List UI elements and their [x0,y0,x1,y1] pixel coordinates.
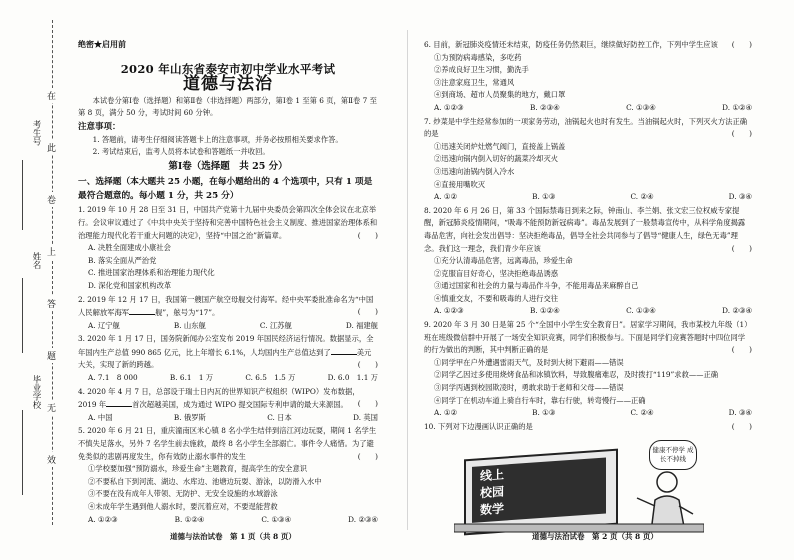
option: B. 6.1 1 万 [169,373,214,383]
answer-bracket: ( ) [357,399,378,409]
option: D. 英国 [353,412,378,422]
question-stem: 10. 下列对下边漫画认识正确的是 [424,421,533,431]
option: A. ①② [434,408,457,418]
option: D. 福建舰 [345,320,378,330]
answer-bracket: ( ) [731,40,752,49]
statement: ②克服盲目好奇心，坚决拒绝毒品诱惑 [434,268,559,278]
exam-intro: 本试卷分第Ⅰ卷（选择题）和第Ⅱ卷（非选择题）两部分，第Ⅰ卷 1 至第 6 页，第Ⅱ卷 7 至第 8 页，满分 50 分，考试时间 60 分钟。 [78,95,377,118]
subject-title: 道德与法治 [183,74,273,95]
margin-glyph: 在 [47,88,56,103]
secret-label: 绝密★启用前 [78,39,126,49]
option: C. 6.5 1.5 万 [245,373,296,383]
question-stem-tail: 舰”，舷号为“17”。 [155,308,220,318]
option-row [78,514,378,527]
statement: ①迅速关闭炉灶燃气阀门，直接盖上锅盖 [434,141,566,151]
margin-glyph: 上 [47,244,56,259]
statement: ②不要私自下到河流、湖边、水库边、池塘边玩耍、游泳，以防滑入水中 [88,476,322,486]
notice-item: 1. 答题前，请考生仔细阅读答题卡上的注意事项，并务必按照相关要求作答。 [92,134,343,144]
screen-text: 校园 [480,484,505,501]
question-stem: 6. 目前，新冠肺炎疫情还未结束，防疫任务仍然艰巨，继续做好防控工作，下列中学生应该 [424,40,718,49]
margin-glyph: 卷 [47,192,56,207]
question-stem: 2. 2019 年 12 月 17 日，我国第一艘国产航空母舰交付海军。经中央军委批准命名为“中国人民解放军海军 [78,294,374,318]
right-column [424,38,752,536]
statement: ①为预防病毒感染，多吃药 [434,52,522,62]
statement: ③不要在没有成年人带领、无防护、无安全设施的水域游泳 [88,489,278,499]
option: A. ①②③ [88,514,118,524]
exam-title: 2020 年山东省泰安市初中学业水平考试 [120,61,336,76]
answer-bracket: ( ) [731,129,752,139]
option-row [424,305,752,318]
notice-title: 注意事项： [78,121,121,132]
fill-blank [106,398,132,407]
option: C. 推进国家治理体系和治理能力现代化 [88,268,215,278]
option: B. ①②④ [174,514,205,524]
statement: ①充分认清毒品危害，远离毒品，珍爱生命 [434,256,573,266]
option: D. 深化党和国家机构改革 [88,280,172,290]
part1-title: 第Ⅰ卷（选择题 共 25 分） [168,160,288,172]
school-label: 毕业学校 [31,375,41,409]
option: B. 山东舰 [173,320,206,330]
statement: ③迅速向油锅内倒入冷水 [434,166,515,176]
option: B. ①③ [532,408,556,418]
statement: ④慎重交友，不要和吸毒的人进行交往 [434,293,559,303]
option: D. ③④ [728,408,752,418]
option-row [424,191,752,204]
fill-blank [129,306,155,315]
question-stem: 9. 2020 年 3 月 30 日是第 25 个“全国中小学生安全教育日”。居家学习期间，我市某校九年级（1）班在班级微信群中开展了一场安全知识竞赛，同学们积极参与。下面是同学们竞赛答题时中四位同学的行为做出的判断，其中判断正确的是 [424,320,752,355]
option: A. 决胜全面建成小康社会 [88,243,171,253]
statement: ④同学丁在机动车道上骑自行车时，靠右行驶，转弯慢行——正确 [434,395,646,405]
answer-bracket: ( ) [731,345,752,355]
statement: ③通过国家和社会的力量与毒品作斗争，不能用毒品来麻醉自己 [434,281,639,291]
option-row [424,102,752,115]
screen-text: 数学 [480,501,505,518]
question-7 [424,116,752,204]
question-2 [78,294,378,333]
question-stem-tail: 首次超越美国，成为通过 WIPO 提交国际专利申请的最大来源国。 [132,400,348,410]
answer-bracket: ( ) [731,421,752,431]
footer-right: 道德与法治试卷 第 2 页（共 8 页） [532,532,658,541]
name-line [22,278,23,353]
option: D. ③④ [728,192,752,202]
exam-no-label: 考生号 [31,120,41,146]
fill-blank [331,346,357,355]
question-stem: 8. 2020 年 6 月 26 日，第 33 个国际禁毒日到来之际，钟南山、李兰娟、张文宏三位权威专家提醒，新冠肺炎疫情期间，“吸毒不能预防新冠病毒”。毒品发展到了一般禁毒宣传中，从科学角度揭露毒品危害，向社会发出倡导：坚决拒绝毒品，倡导全社会共同参与了倡导“健康人生，绿色无毒”理念。我们这一理念，我们青少年应该 [424,205,746,253]
option: C. 江苏舰 [259,320,292,330]
left-column [78,38,378,526]
question-4 [78,386,378,425]
footer-left: 道德与法治试卷 第 1 页（共 8 页） [170,532,296,541]
question-stem: 5. 2020 年 6 月 21 日，重庆潼南区米心镇 8 名小学生结伴到涪江河边玩耍，期间 1 名学生不慎失足落水，另外 7 名学生前去施救，最终 8 名小学生全部溺亡。事件令人痛惜。为了避免类似的悲剧再度发生，你有效防止溺水事件的发生 [78,426,377,461]
option: A. ①② [434,192,457,202]
margin-glyph: 题 [47,348,56,363]
binding-margin [0,0,72,560]
speech-bubble: 健康不停学 成长不掉线 [649,440,697,470]
question-stem: 1. 2019 年 10 月 28 日至 31 日，中国共产党第十九届中央委员会第四次全体会议在北京举行。会议审议通过了《中共中央关于坚持和完善中国特色社会主义制度、推进国家治理体系和治理能力现代化若干重大问题的决定》，坚持“中国之治”新篇章。 [78,205,378,240]
answer-bracket: ( ) [357,230,378,240]
question-8 [424,205,752,318]
question-stem: 3. 2020 年 1 月 17 日，国务院新闻办公室发布 2019 年国民经济运行情况。数据显示，全年国内生产总值 990 865 亿元，比上年增长 6.1%，人均国内生产总值达到了 [78,334,374,357]
answer-bracket: ( ) [357,307,378,317]
monitor-screen [472,458,606,523]
option: B. ②③④ [530,102,560,112]
margin-glyph: 此 [47,140,56,155]
option: A. ①②③ [434,102,464,112]
option: C. ①③④ [626,102,656,112]
option-row [424,407,752,420]
notice-item: 2. 考试结束后，监考人员将本试卷和答题纸一并收回。 [92,147,270,157]
screen-text: 线上 [480,467,505,484]
option: C. ①③④ [261,514,291,524]
name-label: 姓名 [31,252,41,269]
option: B. 落实全面从严治党 [88,255,157,265]
question-1 [78,204,378,292]
answer-bracket: ( ) [357,451,378,461]
option-row [78,372,378,385]
option: B. ①③ [532,192,556,202]
statement: ④未成年学生遇到他人溺水时，要沉着应对，不要逞能营救 [88,502,278,511]
question-stem-tail: 美元大关，实现了新的跨越。 [78,347,372,370]
statement: ③注意家庭卫生，常通风 [434,77,515,87]
option: B. ①②④ [530,306,560,316]
option: D. 6.0 1.1 万 [327,373,378,383]
statement: ①学校要加强“预防溺水，珍爱生命”主题教育，提高学生的安全意识 [88,464,308,474]
option: D. ②③④ [722,306,752,316]
margin-glyph: 效 [47,452,56,467]
question-stem: 7. 炒菜是中学生经常参加的一项家务劳动，油锅起火也时有发生。当油锅起火时，下列灭火方法正确的是 [424,116,748,139]
option: C. 日本 [267,412,292,422]
option: D. ②③④ [348,514,378,524]
statement: ④到商场、超市人员聚集的地方，戴口罩 [434,90,566,100]
option: B. 俄罗斯 [173,412,206,422]
statement: ②同学乙因过多使用烧烤食品和冰镇饮料，导致腹痛难忍，及时拨打“119”求救——正确 [434,370,719,380]
question-9 [424,319,752,420]
answer-bracket: ( ) [357,360,378,370]
school-line [22,410,23,495]
option: A. 辽宁舰 [88,320,120,330]
statement: ②养成良好卫生习惯，勤洗手 [434,65,529,75]
question-stem: 4. 2020 年 4 月 7 日，总部设于瑞士日内瓦的世界知识产权组织（WIPO）发布数据，2019 年 [78,386,360,410]
option: A. 中国 [88,412,113,422]
statement: ②迅速向锅内倒入切好的蔬菜冷却灭火 [434,154,559,164]
margin-glyph: 答 [47,296,56,311]
option: A. ①②③ [434,306,464,316]
exam-no-line [22,160,23,230]
option-row [78,412,378,425]
column-divider [407,30,408,530]
statement: ④直接用嘴吹灭 [434,179,486,189]
question-6 [424,39,752,115]
cartoon-illustration [454,436,704,536]
statement: ③同学丙遇到校园欺凌时，勇敢求助于老师和父母——错误 [434,383,624,393]
option: A. 7.1 8 000 [88,373,138,383]
option-row [78,320,378,333]
question-10 [424,421,752,434]
statement: ①同学甲在户外遭遇雷雨天气，及时到大树下避雨——错误 [434,357,624,367]
question-3 [78,333,378,384]
question-5 [78,425,378,526]
option: C. ①③④ [626,306,656,316]
margin-glyph: 无 [47,400,56,415]
option: C. ②④ [630,408,654,418]
section-title: 一、选择题（本大题共 25 小题，在每小题给出的 4 个选项中，只有 1 项是最符合题意的。每小题 1 分，共 25 分） [78,177,373,202]
option: D. ①②④ [722,102,752,112]
answer-bracket: ( ) [731,243,752,253]
option: C. ②④ [630,192,654,202]
